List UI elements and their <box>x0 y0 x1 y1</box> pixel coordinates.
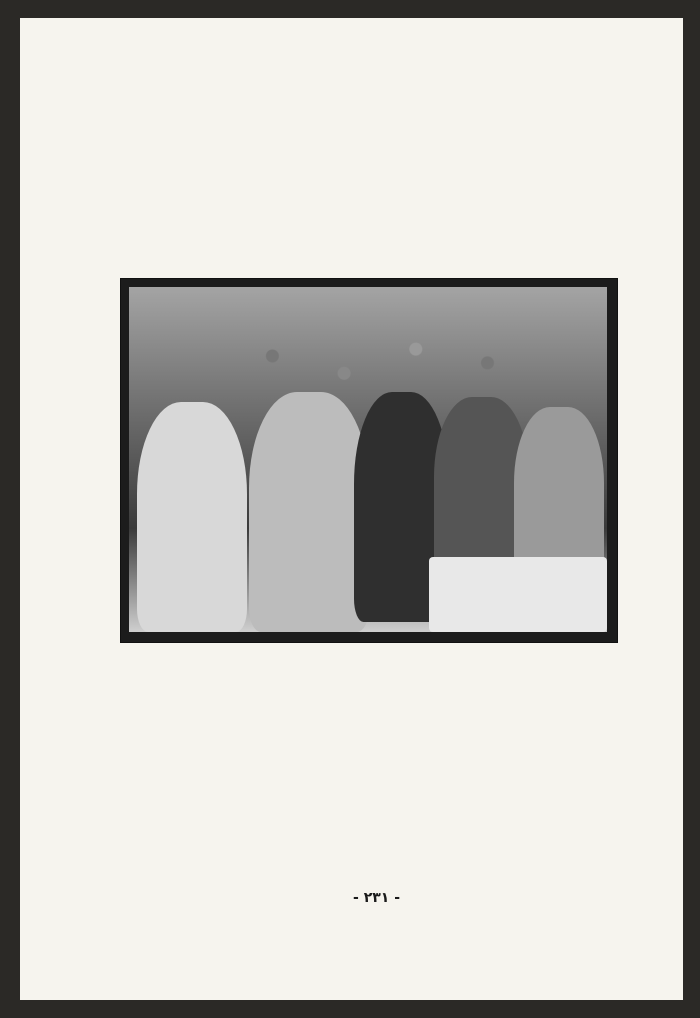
page-number: - ٢٣١ - <box>353 890 401 906</box>
crowd-photo <box>129 287 607 632</box>
photo-frame <box>120 278 618 643</box>
document-page <box>20 18 683 1000</box>
